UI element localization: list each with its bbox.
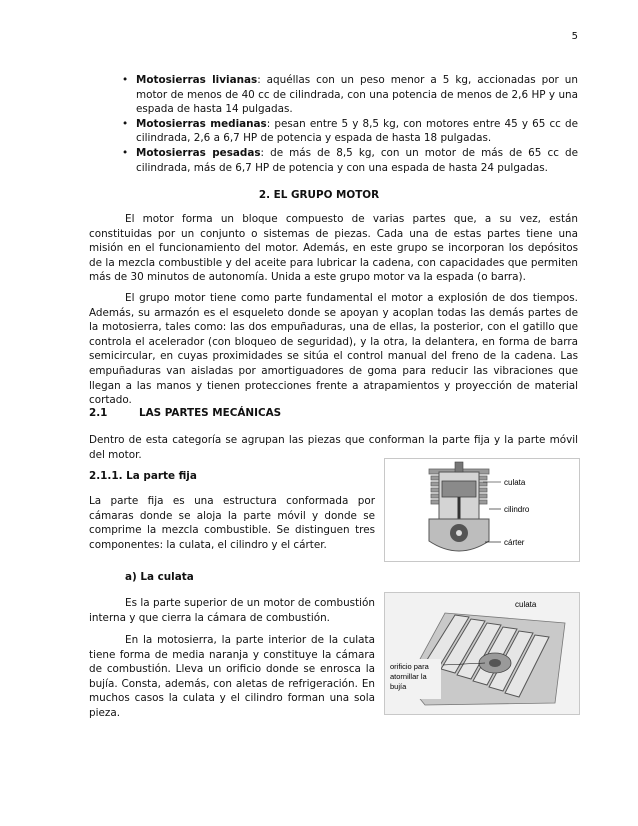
bullet-icon: • — [122, 74, 129, 86]
list-item — [122, 146, 578, 175]
subsection-title: LAS PARTES MECÁNICAS — [139, 407, 282, 419]
chainsaw-types-list — [122, 73, 578, 175]
list-item — [122, 73, 578, 117]
paragraph-grupo-motor: El grupo motor tiene como parte fundamental el motor a explosión de dos tiempos. Además, su armazón es el esqueleto donde se apoyan y acoplan todas las demás partes de la motosierra, tales como: las dos empuñaduras, una de ellas, la posterior, con el gatillo que controla el acelerador (con bloqueo de seguridad), y la otra, la delantera, en forma de barra semicircular, en cuyas proximidades se sitúa el control manual del freno de la cadena. Las empuñaduras van aisladas por amortiguadores de goma para reducir las vibraciones que llegan a las manos y tienen protecciones frente a atrapamientos y proyección de material cortado. — [89, 292, 578, 407]
section-title: 2. EL GRUPO MOTOR — [258, 189, 380, 201]
engine-cross-section-figure — [384, 458, 580, 562]
paragraph-motor-intro: El motor forma un bloque compuesto de varias partes que, a su vez, están constituidas por un conjunto o sistemas de piezas. Cada una de estas partes tiene una misión en el funcionamiento del motor. Además, en este grupo se incorporan los depósitos de la mezcla combustible y del aceite para lubricar la cadena, con capacidades que permiten más de 30 minutos de autonomía. Unida a este grupo motor va la espada (o barra). — [89, 213, 578, 284]
label-cilindro: cilindro — [504, 505, 530, 514]
label-orificio-line3: bujía — [390, 682, 407, 691]
label-orificio-line2: atornillar la — [390, 672, 427, 681]
paragraph-partes-mecanicas: Dentro de esta categoría se agrupan las piezas que conforman la parte fija y la parte móvil del motor. — [89, 434, 578, 461]
list-term: Motosierras medianas — [136, 117, 267, 130]
item-heading-culata: a) La culata — [125, 571, 194, 583]
paragraph-culata-detail: En la motosierra, la parte interior de la culata tiene forma de media naranja y constituye la cámara de combustión. Lleva un orificio donde se enrosca la bujía. Consta, además, con aletas de refrigeración. En muchos casos la culata y el cilindro forman una sola pieza. — [89, 634, 375, 719]
page-number: 5 — [571, 31, 578, 42]
cylinder-head-figure — [384, 592, 580, 715]
list-item — [122, 117, 578, 146]
list-text: : aquéllas con un peso menor a 5 kg, accionadas por un motor de menos de 40 cc de cilindrada, con una potencia de menos de 2,6 HP y una espada de hasta 14 pulgadas. — [136, 74, 578, 116]
list-text: : de más de 8,5 kg, con un motor de más de 65 cc de cilindrada, más de 6,7 HP de potencia y con una espada de hasta 24 pulgadas. — [136, 146, 578, 174]
subsection-number: 2.1 — [89, 407, 108, 419]
list-term: Motosierras pesadas — [136, 146, 261, 159]
paragraph-culata-def: Es la parte superior de un motor de combustión interna y que cierra la cámara de combustión. — [89, 597, 375, 624]
label-culata: culata — [504, 478, 526, 487]
label-orificio-line1: orificio para — [390, 662, 429, 671]
bullet-icon: • — [122, 117, 129, 130]
subsubsection-heading: 2.1.1. La parte fija — [89, 470, 197, 482]
paragraph-parte-fija: La parte fija es una estructura conformada por cámaras donde se aloja la parte móvil y donde se comprime la mezcla combustible. Se distinguen tres componentes: la culata, el cilindro y el cárter. — [89, 495, 375, 551]
list-text: : pesan entre 5 y 8,5 kg, con motores entre 45 y 65 cc de cilindrada, 2,6 a 6,7 HP de potencia y espada de hasta 18 pulgadas. — [136, 117, 578, 145]
bullet-icon: • — [122, 146, 129, 159]
engine-diagram-icon — [385, 459, 579, 561]
label-carter: cárter — [504, 538, 525, 547]
subsection-heading — [89, 407, 281, 419]
cylinder-head-image-icon — [385, 593, 579, 714]
list-term: Motosierras livianas — [136, 74, 258, 86]
label-culata-2: culata — [515, 600, 537, 609]
